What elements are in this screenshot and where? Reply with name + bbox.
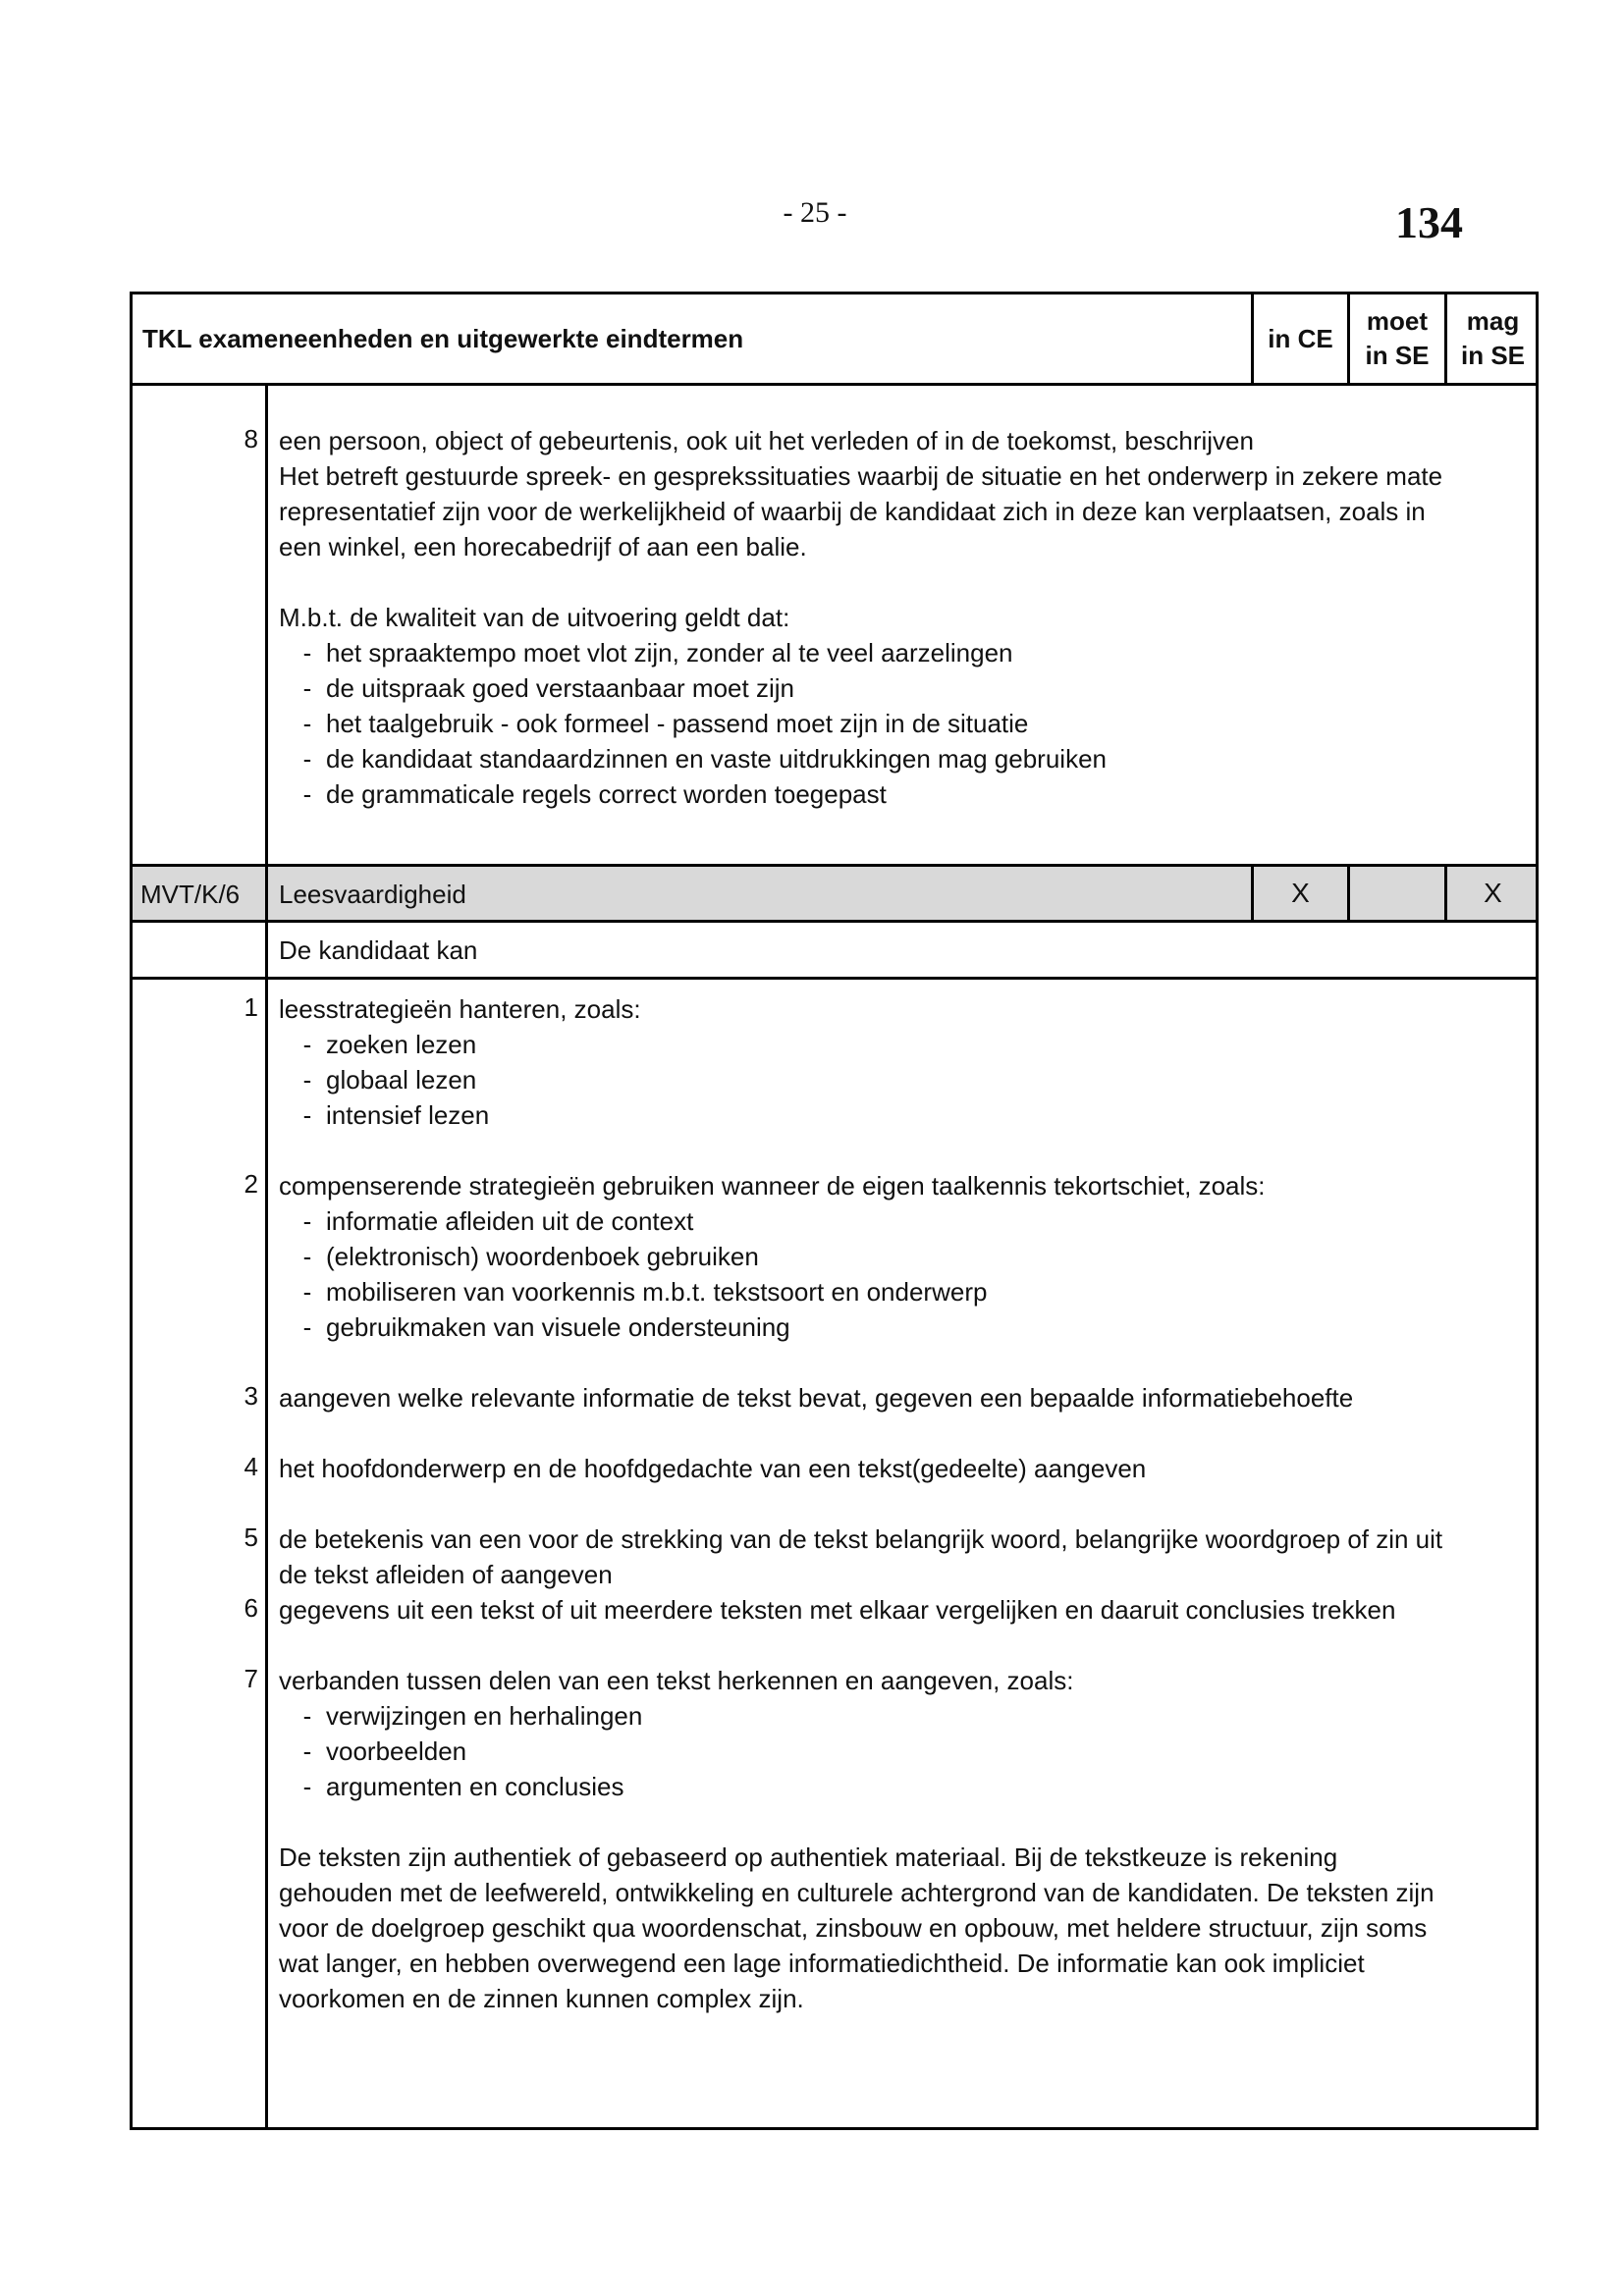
list-item: - argumenten en conclusies: [302, 1772, 624, 1801]
quality-intro: M.b.t. de kwaliteit van de uitvoering geldt dat:: [279, 603, 790, 632]
table-header-row: [133, 294, 1536, 386]
item-2-text: [279, 1168, 1516, 1345]
section-intro: De kandidaat kan: [279, 935, 478, 965]
section-title: Leesvaardigheid: [279, 880, 466, 909]
list-item: - het spraaktempo moet vlot zijn, zonder al te veel aarzelingen: [302, 638, 1013, 667]
list-item: - de uitspraak goed verstaanbaar moet zijn: [302, 673, 794, 703]
list-item: - gebruikmaken van visuele ondersteuning: [302, 1312, 790, 1342]
item-number: 3: [244, 1381, 258, 1411]
closing-text-line: voorkomen en de zinnen kunnen complex zijn.: [279, 1984, 804, 2013]
text-line: de tekst afleiden of aangeven: [279, 1560, 613, 1589]
closing-text-line: voor de doelgroep geschikt qua woordenschat, zinsbouw en opbouw, met heldere structuur, zijn soms: [279, 1913, 1428, 1943]
item-number: 4: [244, 1452, 258, 1481]
section-code: MVT/K/6: [140, 880, 241, 909]
section-row-leesvaardigheid: [133, 867, 1536, 923]
divider: [265, 867, 268, 920]
closing-text-line: De teksten zijn authentiek of gebaseerd op authentiek materiaal. Bij de tekstkeuze is rekening: [279, 1842, 1338, 1872]
divider: [265, 980, 268, 2127]
moet-in-se-mark: [1350, 867, 1444, 920]
list-item: - mobiliseren van voorkennis m.b.t. tekstsoort en onderwerp: [302, 1277, 988, 1307]
item-1-text: [279, 991, 1516, 1133]
in-ce-mark: X: [1291, 878, 1310, 908]
text-line: verbanden tussen delen van een tekst herkennen en aangeven, zoals:: [279, 1666, 1074, 1695]
text-line: Het betreft gestuurde spreek- en gesprekssituaties waarbij de situatie en het onderwerp in zekere mate: [279, 461, 1443, 491]
closing-text-line: gehouden met de leefwereld, ontwikkeling en culturele achtergrond van de kandidaten. De teksten zijn: [279, 1878, 1435, 1907]
divider: [265, 386, 268, 864]
col-header-in-ce-label: in CE: [1268, 323, 1333, 353]
item-number: 6: [244, 1593, 258, 1623]
item-number: 5: [244, 1522, 258, 1552]
item-5-text: [279, 1522, 1516, 1592]
col-header-in-ce: [1254, 294, 1347, 383]
item-6-text: gegevens uit een tekst of uit meerdere teksten met elkaar vergelijken en daaruit conclusies trekken: [279, 1595, 1396, 1625]
item-number: 7: [244, 1664, 258, 1693]
list-item: - intensief lezen: [302, 1100, 490, 1130]
text-line: een persoon, object of gebeurtenis, ook uit het verleden of in de toekomst, beschrijven: [279, 426, 1254, 455]
eindtermen-table: [130, 292, 1539, 2130]
item-8-text: [279, 423, 1516, 812]
list-item: - verwijzingen en herhalingen: [302, 1701, 643, 1731]
col-header-mag-label: mag in SE: [1460, 306, 1525, 370]
divider: [265, 923, 268, 977]
item-7-text: [279, 1663, 1516, 2016]
page-number: - 25 -: [783, 196, 847, 229]
list-item: - het taalgebruik - ook formeel - passend moet zijn in de situatie: [302, 709, 1029, 738]
list-item: - voorbeelden: [302, 1736, 467, 1766]
items-block: [133, 980, 1536, 2127]
text-line: representatief zijn voor de werkelijkheid of waarbij de kandidaat zich in deze kan verplaatsen, zoals in: [279, 497, 1426, 526]
list-item: - zoeken lezen: [302, 1030, 477, 1059]
list-item: - de kandidaat standaardzinnen en vaste uitdrukkingen mag gebruiken: [302, 744, 1107, 774]
list-item: - informatie afleiden uit de context: [302, 1206, 694, 1236]
section-intro-row: [133, 923, 1536, 980]
col-header-moet-label: moet in SE: [1365, 306, 1430, 370]
table-title: TKL exameneenheden en uitgewerkte eindtermen: [142, 323, 744, 353]
text-line: compenserende strategieën gebruiken wanneer de eigen taalkennis tekortschiet, zoals:: [279, 1171, 1266, 1201]
item-number: 8: [244, 424, 258, 454]
text-line: de betekenis van een voor de strekking van de tekst belangrijk woord, belangrijke woordgroep of zin uit: [279, 1524, 1443, 1554]
mag-in-se-mark: X: [1484, 878, 1502, 908]
item-number: 1: [244, 992, 258, 1022]
item-3-text: aangeven welke relevante informatie de tekst bevat, gegeven een bepaalde informatiebehoefte: [279, 1383, 1354, 1413]
list-item: - de grammaticale regels correct worden toegepast: [302, 779, 887, 809]
list-item: - globaal lezen: [302, 1065, 477, 1095]
item-4-text: het hoofdonderwerp en de hoofdgedachte van een tekst(gedeelte) aangeven: [279, 1454, 1147, 1483]
text-line: leesstrategieën hanteren, zoals:: [279, 994, 641, 1024]
item-number: 2: [244, 1169, 258, 1199]
col-header-moet-in-se: [1350, 294, 1444, 383]
document-number: 134: [1395, 197, 1463, 247]
text-line: een winkel, een horecabedrijf of aan een balie.: [279, 532, 807, 561]
list-item: - (elektronisch) woordenboek gebruiken: [302, 1242, 759, 1271]
col-header-mag-in-se: [1447, 294, 1539, 383]
closing-text-line: wat langer, en hebben overwegend een lage informatiedichtheid. De informatie kan ook impliciet: [279, 1949, 1365, 1978]
item-8-row: [133, 386, 1536, 867]
